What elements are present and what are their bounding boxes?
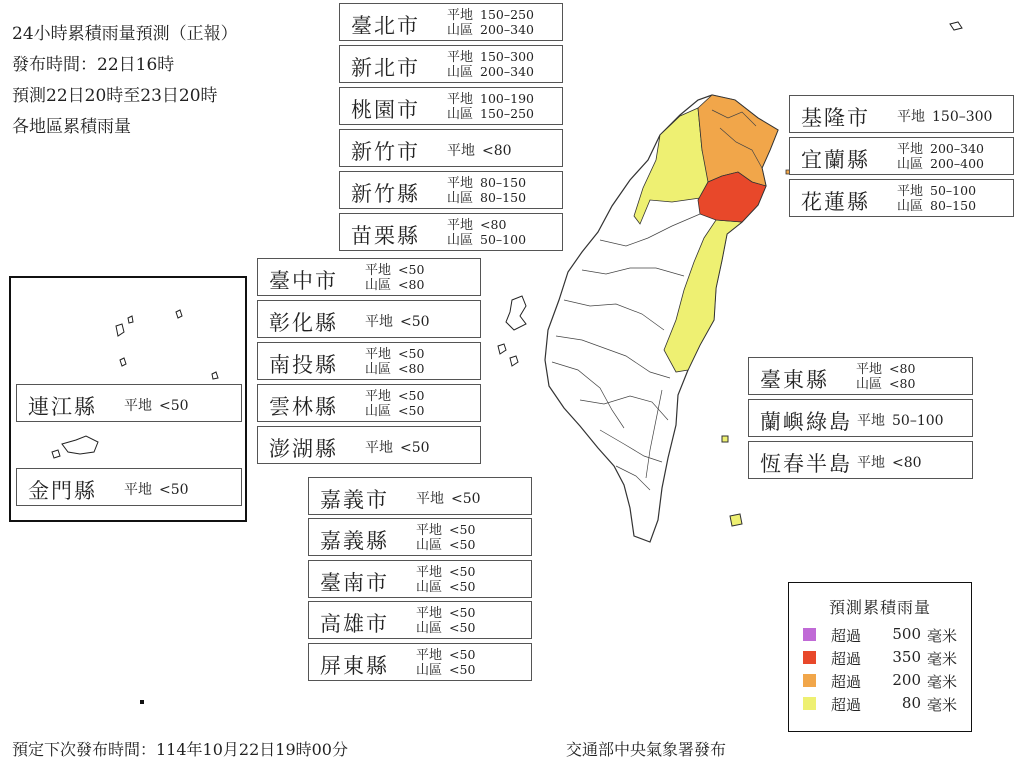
plain-value: 150–300 (932, 109, 993, 125)
region-box (308, 560, 532, 598)
region-box (748, 399, 973, 437)
mountain-label: 山區 (447, 107, 474, 122)
region-box (789, 179, 1014, 217)
plain-label: 平地 (365, 389, 392, 404)
plain-value: <50 (398, 262, 425, 277)
mountain-label: 山區 (897, 199, 924, 214)
legend-unit: 毫米 (927, 673, 958, 691)
plain-label: 平地 (857, 455, 885, 471)
plain-label: 平地 (447, 8, 474, 23)
mountain-value: 80–150 (480, 190, 527, 205)
mountain-value: <50 (449, 579, 476, 594)
legend-value: 200 (892, 671, 921, 689)
plain-label: 平地 (416, 648, 443, 663)
plain-value: <50 (159, 398, 189, 414)
penghu-islands (506, 296, 526, 330)
region-name: 高雄市 (320, 612, 389, 636)
mountain-label: 山區 (447, 23, 474, 38)
region-box (257, 342, 481, 380)
plain-label: 平地 (857, 413, 885, 429)
plain-value: 100–190 (480, 91, 534, 106)
plain-label: 平地 (447, 218, 474, 233)
region-box (339, 171, 563, 209)
plain-label: 平地 (897, 184, 924, 199)
mountain-label: 山區 (365, 404, 392, 419)
region-box (339, 87, 563, 125)
orchid-island (730, 514, 742, 526)
mountain-value: 150–250 (480, 106, 534, 121)
region-box (789, 95, 1014, 133)
region-name: 南投縣 (269, 353, 338, 377)
mountain-label: 山區 (897, 157, 924, 172)
map-subtitle: 各地區累積雨量 (12, 117, 131, 137)
plain-value: 150–250 (480, 7, 534, 22)
legend-swatch (803, 651, 816, 664)
plain-value: <50 (449, 647, 476, 662)
map-title: 24小時累積雨量預測（正報） (12, 24, 238, 44)
region-box (748, 441, 973, 479)
region-name: 花蓮縣 (801, 190, 870, 214)
legend-value: 80 (901, 694, 921, 712)
plain-label: 平地 (365, 263, 392, 278)
mountain-value: <80 (889, 376, 916, 391)
region-name: 苗栗縣 (351, 224, 420, 248)
mountain-label: 山區 (416, 538, 443, 553)
green-island (722, 436, 728, 442)
mountain-value: <50 (398, 403, 425, 418)
mountain-label: 山區 (447, 65, 474, 80)
publisher: 交通部中央氣象署發布 (566, 740, 727, 759)
region-box (257, 258, 481, 296)
forecast-period: 預測22日20時至23日20時 (12, 86, 218, 106)
region-box (339, 3, 563, 41)
legend-prefix: 超過 (831, 673, 862, 691)
plain-value: <80 (892, 455, 922, 471)
legend-prefix: 超過 (831, 650, 862, 668)
plain-value: <80 (480, 217, 507, 232)
region-box (16, 384, 242, 422)
plain-label: 平地 (897, 109, 925, 125)
plain-value: 50–100 (892, 413, 944, 429)
region-box (16, 468, 242, 506)
mountain-label: 山區 (447, 191, 474, 206)
region-name: 恆春半島 (760, 452, 852, 476)
plain-label: 平地 (447, 176, 474, 191)
mountain-label: 山區 (447, 233, 474, 248)
plain-value: <50 (159, 482, 189, 498)
legend-prefix: 超過 (831, 627, 862, 645)
region-name: 桃園市 (351, 98, 420, 122)
plain-value: <50 (400, 440, 430, 456)
plain-label: 平地 (447, 92, 474, 107)
mountain-value: <80 (398, 277, 425, 292)
next-issue-time: 預定下次發布時間：114年10月22日19時00分 (12, 740, 348, 759)
plain-label: 平地 (365, 314, 393, 330)
region-name: 基隆市 (801, 106, 870, 130)
region-name: 連江縣 (28, 395, 97, 419)
plain-value: 50–100 (930, 183, 977, 198)
legend-unit: 毫米 (927, 696, 958, 714)
legend-swatch (803, 628, 816, 641)
region-name: 臺南市 (320, 571, 389, 595)
plain-value: <50 (451, 491, 481, 507)
legend-unit: 毫米 (927, 627, 958, 645)
pengjia-islets (950, 22, 962, 30)
mountain-value: 200–340 (480, 22, 534, 37)
mountain-value: <50 (449, 662, 476, 677)
region-name: 嘉義市 (320, 488, 389, 512)
region-name: 雲林縣 (269, 395, 338, 419)
legend-prefix: 超過 (831, 696, 862, 714)
plain-value: 150–300 (480, 49, 534, 64)
region-box (308, 643, 532, 681)
mountain-value: 200–340 (480, 64, 534, 79)
plain-label: 平地 (416, 523, 443, 538)
region-box (789, 137, 1014, 175)
mountain-label: 山區 (365, 278, 392, 293)
plain-label: 平地 (124, 482, 152, 498)
mountain-label: 山區 (365, 362, 392, 377)
plain-label: 平地 (124, 398, 152, 414)
legend (788, 582, 972, 732)
plain-label: 平地 (856, 362, 883, 377)
legend-unit: 毫米 (927, 650, 958, 668)
plain-value: <50 (449, 522, 476, 537)
legend-swatch (803, 674, 816, 687)
region-name: 新竹市 (351, 140, 420, 164)
region-box (339, 45, 563, 83)
plain-label: 平地 (416, 606, 443, 621)
region-name: 嘉義縣 (320, 529, 389, 553)
issue-time: 發布時間：22日16時 (12, 55, 175, 75)
plain-label: 平地 (416, 491, 444, 507)
legend-title: 預測累積雨量 (828, 598, 931, 617)
region-box (257, 300, 481, 338)
plain-value: 200–340 (930, 141, 984, 156)
region-box (257, 426, 481, 464)
mountain-label: 山區 (416, 580, 443, 595)
plain-value: <50 (400, 314, 430, 330)
plain-value: <80 (889, 361, 916, 376)
plain-label: 平地 (365, 347, 392, 362)
plain-label: 平地 (416, 565, 443, 580)
region-name: 宜蘭縣 (801, 148, 870, 172)
region-name: 臺北市 (351, 14, 420, 38)
region-name: 金門縣 (28, 479, 97, 503)
mountain-label: 山區 (416, 621, 443, 636)
region-name: 屏東縣 (320, 654, 389, 678)
plain-value: <50 (449, 564, 476, 579)
mountain-label: 山區 (856, 377, 883, 392)
region-box (339, 213, 563, 251)
region-box (748, 357, 973, 395)
region-name: 新北市 (351, 56, 420, 80)
plain-value: <50 (449, 605, 476, 620)
region-box (308, 601, 532, 639)
region-name: 臺中市 (269, 269, 338, 293)
region-name: 澎湖縣 (269, 437, 338, 461)
legend-swatch (803, 697, 816, 710)
plain-label: 平地 (447, 143, 475, 159)
region-box (339, 129, 563, 167)
mountain-value: <80 (398, 361, 425, 376)
mountain-value: 80–150 (930, 198, 977, 213)
region-box (257, 384, 481, 422)
region-name: 蘭嶼綠島 (760, 410, 852, 434)
mountain-value: <50 (449, 537, 476, 552)
region-name: 臺東縣 (760, 368, 829, 392)
mountain-value: <50 (449, 620, 476, 635)
region-name: 彰化縣 (269, 311, 338, 335)
plain-label: 平地 (365, 440, 393, 456)
plain-value: <50 (398, 388, 425, 403)
region-name: 新竹縣 (351, 182, 420, 206)
plain-value: 80–150 (480, 175, 527, 190)
plain-label: 平地 (447, 50, 474, 65)
mountain-value: 200–400 (930, 156, 984, 171)
legend-value: 500 (892, 625, 921, 643)
plain-label: 平地 (897, 142, 924, 157)
mountain-value: 50–100 (480, 232, 527, 247)
plain-value: <80 (482, 143, 512, 159)
region-box (308, 477, 532, 515)
region-box (308, 518, 532, 556)
mountain-label: 山區 (416, 663, 443, 678)
plain-value: <50 (398, 346, 425, 361)
legend-value: 350 (892, 648, 921, 666)
